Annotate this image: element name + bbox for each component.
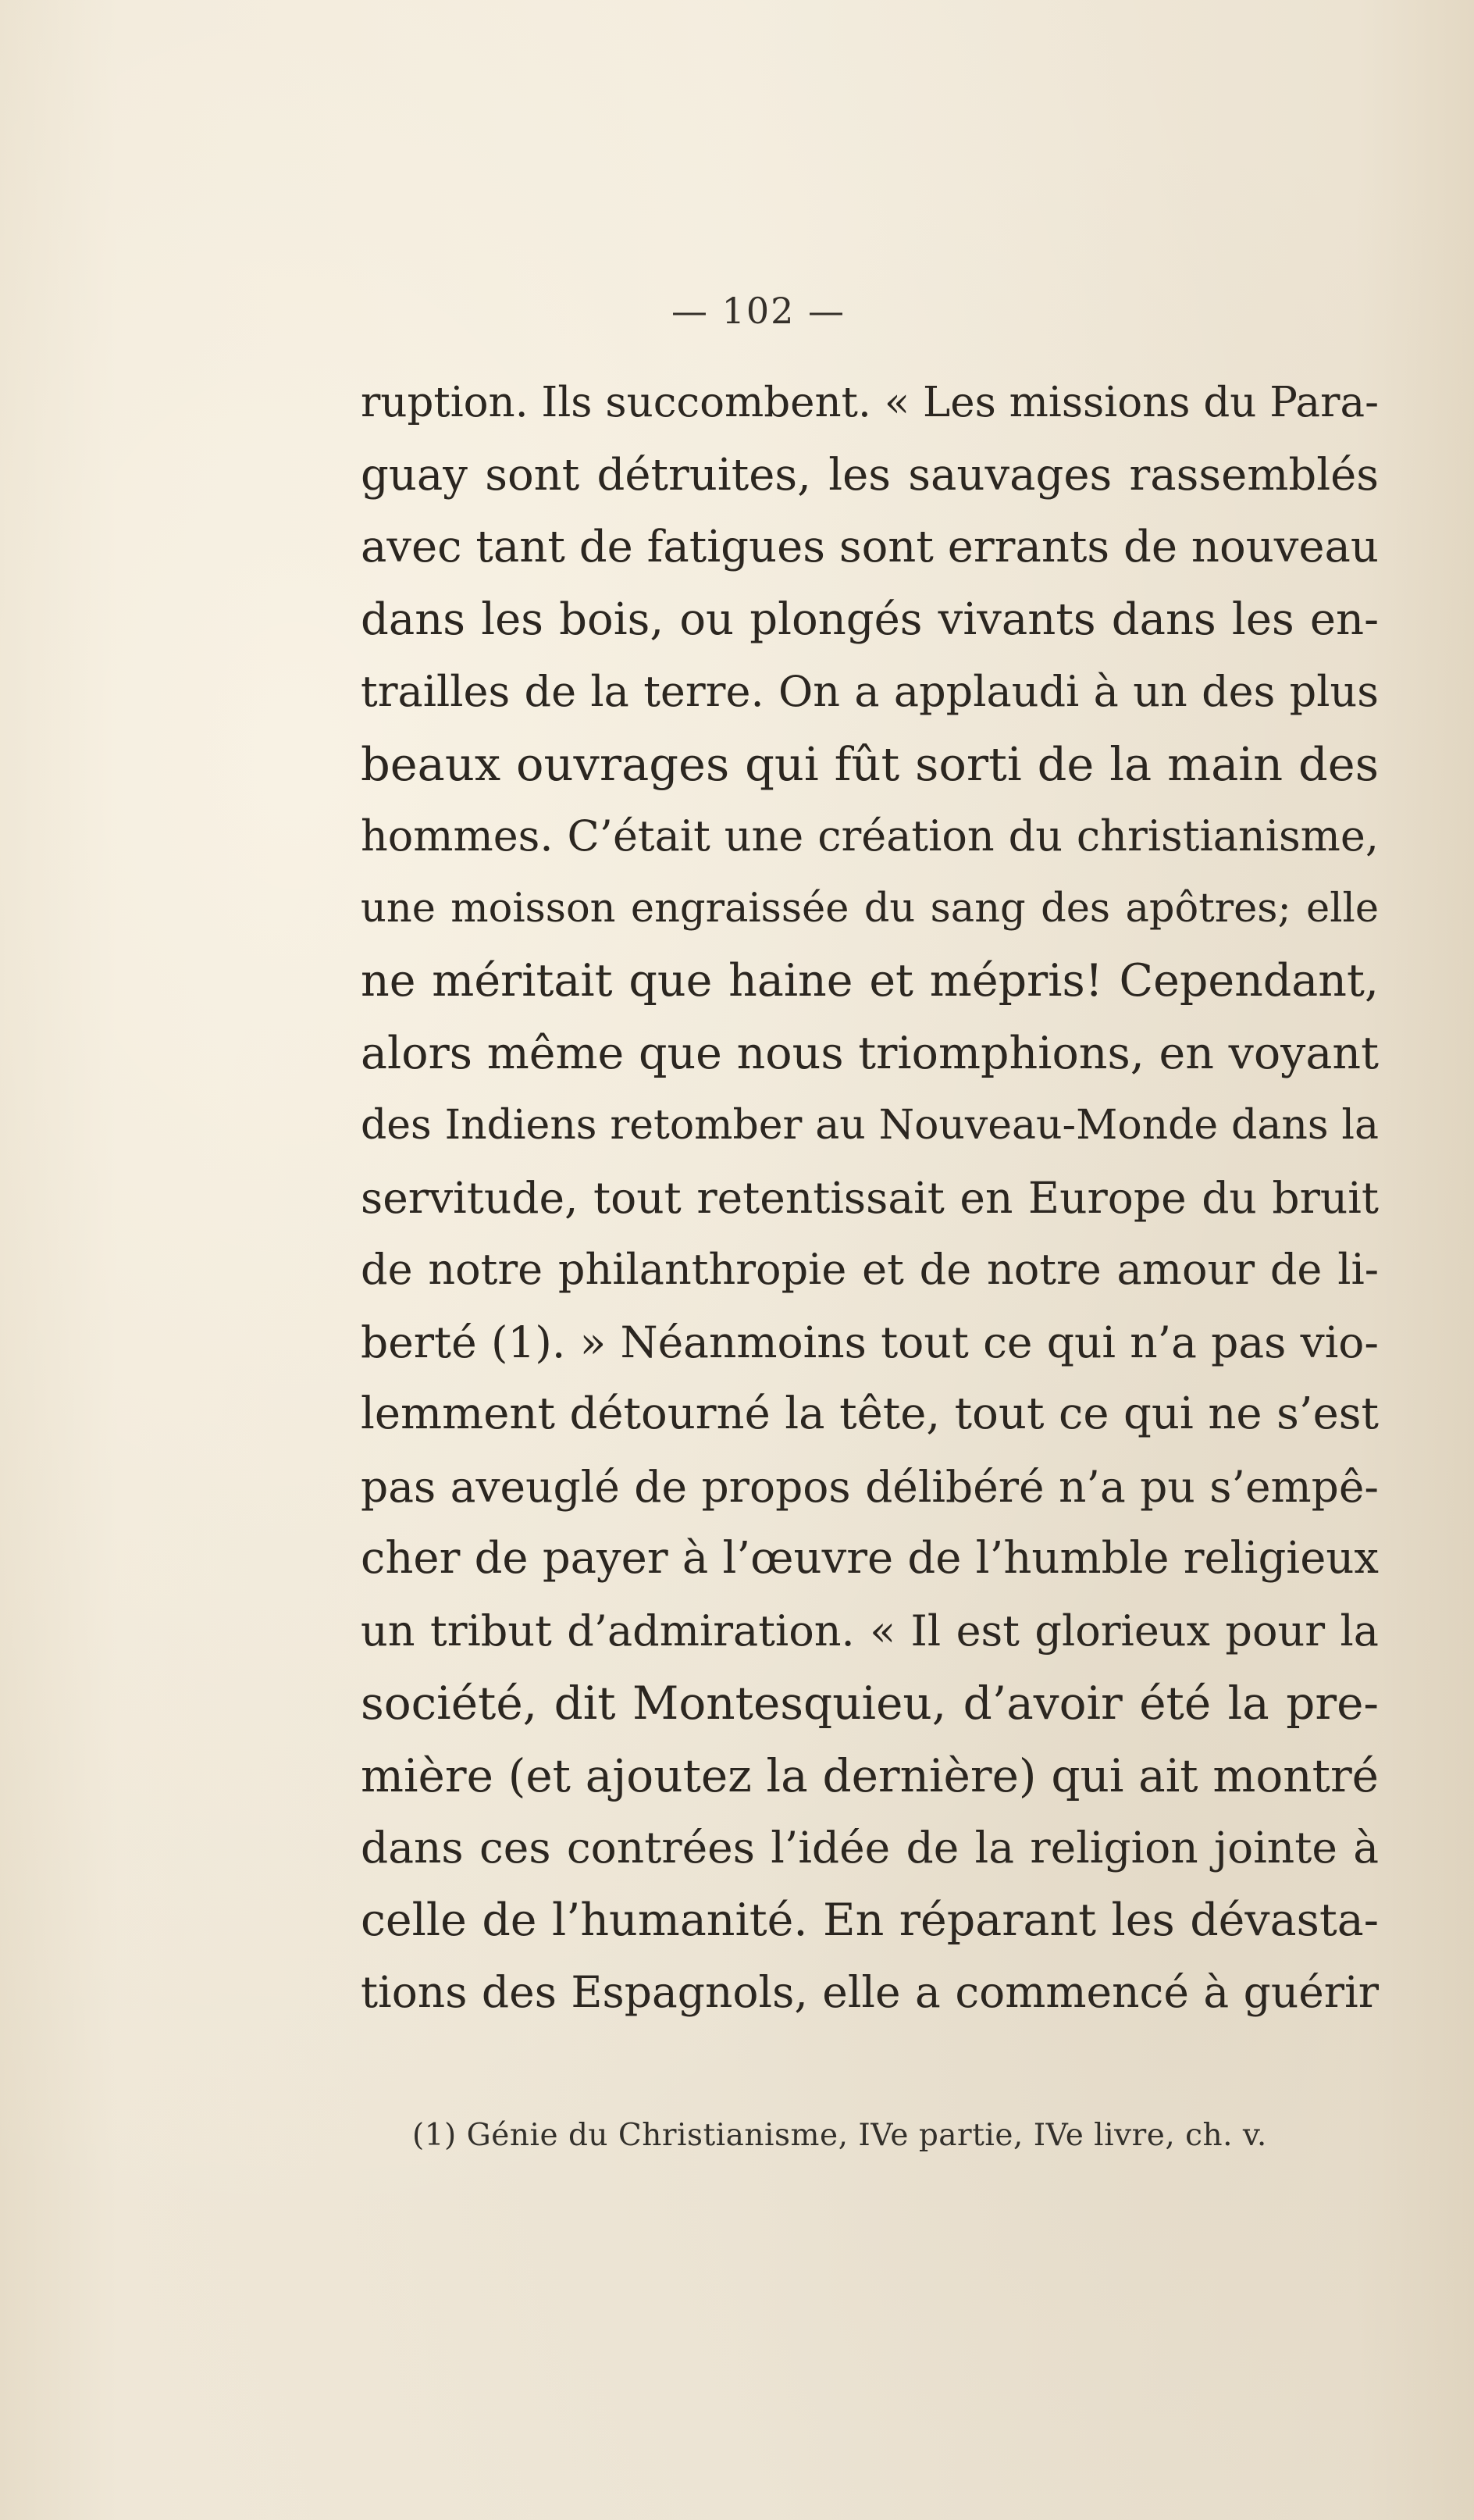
- footnote: (1) Génie du Christianisme, IVe partie, IVe livre, ch. v.: [412, 2118, 1267, 2153]
- text-line: celle de l’humanité. En réparant les dévasta-: [361, 1894, 1379, 1946]
- text-line: une moisson engraissée du sang des apôtres; elle: [361, 885, 1379, 932]
- text-line: hommes. C’était une création du christianisme,: [361, 811, 1379, 861]
- text-line: trailles de la terre. On a applaudi à un des plus: [361, 667, 1379, 716]
- text-line: lemment détourné la tête, tout ce qui ne s’est: [361, 1388, 1379, 1439]
- text-line: pas aveuglé de propos délibéré n’a pu s’empê-: [361, 1461, 1379, 1512]
- text-line: dans ces contrées l’idée de la religion jointe à: [361, 1823, 1379, 1873]
- text-line: tions des Espagnols, elle a commencé à guérir: [361, 1967, 1379, 2017]
- page-number: — 102 —: [671, 290, 846, 332]
- text-line: cher de payer à l’œuvre de l’humble religieux: [361, 1533, 1379, 1584]
- text-line: mière (et ajoutez la dernière) qui ait montré: [361, 1748, 1379, 1802]
- text-line: un tribut d’admiration. « Il est glorieux pour la: [361, 1606, 1379, 1656]
- text-line: avec tant de fatigues sont errants de nouveau: [361, 522, 1379, 572]
- text-line: ruption. Ils succombent. « Les missions du Para-: [361, 379, 1379, 426]
- text-line: des Indiens retomber au Nouveau-Monde dans la: [361, 1102, 1379, 1149]
- text-line: berté (1). » Néanmoins tout ce qui n’a pas vio-: [361, 1317, 1379, 1367]
- body-text: [361, 367, 1379, 2029]
- text-line: dans les bois, ou plongés vivants dans les en-: [361, 593, 1379, 645]
- text-line: servitude, tout retentissait en Europe du bruit: [361, 1172, 1379, 1223]
- text-line: beaux ouvrages qui fût sorti de la main des: [361, 736, 1379, 791]
- text-line: ne méritait que haine et mépris! Cependant,: [361, 955, 1379, 1007]
- text-line: de notre philanthropie et de notre amour de li-: [361, 1245, 1379, 1294]
- text-line: société, dit Montesquieu, d’avoir été la pre-: [361, 1677, 1379, 1730]
- text-line: guay sont détruites, les sauvages rassemblés: [361, 449, 1379, 501]
- text-line: alors même que nous triomphions, en voyant: [361, 1027, 1379, 1079]
